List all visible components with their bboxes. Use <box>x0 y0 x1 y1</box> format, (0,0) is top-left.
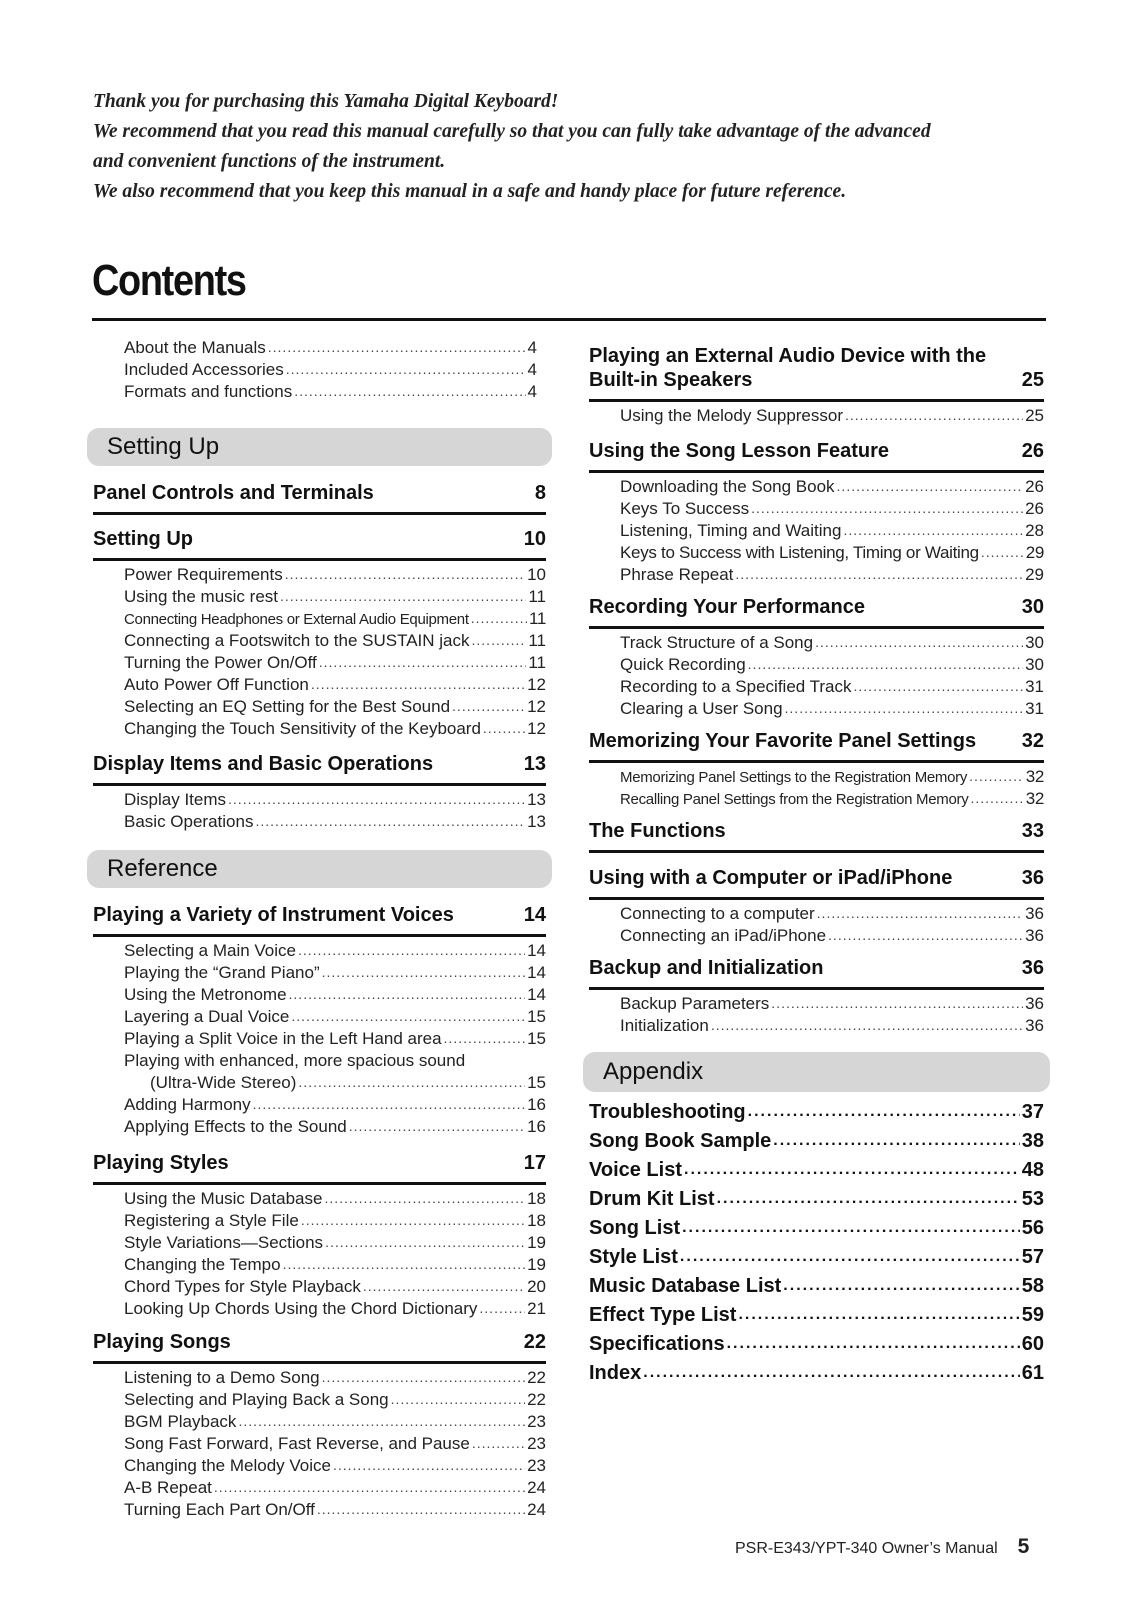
toc-entry[interactable]: Listening, Timing and Waiting ..... 28 <box>620 520 1044 542</box>
toc-entry[interactable]: Recalling Panel Settings from the Registration Memory ..... 32 <box>620 788 1044 811</box>
chapter-backup[interactable]: Backup and Initialization 36 <box>589 956 1044 990</box>
toc-entry[interactable]: Connecting an iPad/iPhone ..... 36 <box>620 925 1044 947</box>
toc-entry[interactable]: Initialization ..... 36 <box>620 1015 1044 1037</box>
chapter-voices[interactable]: Playing a Variety of Instrument Voices 14 <box>93 903 546 937</box>
toc-entry[interactable]: Layering a Dual Voice ..... 15 <box>124 1006 546 1028</box>
chapter-external-audio[interactable]: Playing an External Audio Device with the Built-in Speakers 25 <box>589 344 1044 402</box>
toc-entry[interactable]: Memorizing Panel Settings to the Registration Memory ..... 32 <box>620 766 1044 789</box>
toc-entry[interactable]: Changing the Melody Voice ..... 23 <box>124 1455 546 1477</box>
toc-entry[interactable]: Using the Melody Suppressor ..... 25 <box>620 405 1044 427</box>
toc-entry[interactable]: Recording to a Specified Track ..... 31 <box>620 676 1044 698</box>
appendix-song-list[interactable]: Song List ..... 56 <box>589 1215 1044 1243</box>
toc-entry[interactable]: Track Structure of a Song ..... 30 <box>620 632 1044 654</box>
toc-entry[interactable]: Downloading the Song Book ..... 26 <box>620 476 1044 498</box>
toc-entry[interactable]: Changing the Touch Sensitivity of the Keyboard ..... 12 <box>124 718 546 740</box>
toc-entry[interactable]: Registering a Style File ..... 18 <box>124 1210 546 1232</box>
appendix-song-book-sample[interactable]: Song Book Sample ..... 38 <box>589 1128 1044 1156</box>
toc-entry[interactable]: About the Manuals ..... 4 <box>124 337 537 359</box>
section-bar-setting-up: Setting Up <box>87 428 552 466</box>
toc-entry[interactable]: Song Fast Forward, Fast Reverse, and Pause ..... 23 <box>124 1433 546 1455</box>
chapter-panel-controls[interactable]: Panel Controls and Terminals 8 <box>93 481 546 515</box>
toc-entry[interactable]: Connecting a Footswitch to the SUSTAIN jack ..... 11 <box>124 630 546 652</box>
chapter-display-items[interactable]: Display Items and Basic Operations 13 <box>93 752 546 786</box>
toc-entry[interactable]: Listening to a Demo Song ..... 22 <box>124 1367 546 1389</box>
appendix-index[interactable]: Index ..... 61 <box>589 1360 1044 1388</box>
toc-entry[interactable]: Keys To Success ..... 26 <box>620 498 1044 520</box>
page-number: 5 <box>1017 1535 1030 1558</box>
toc-entry[interactable]: Chord Types for Style Playback ..... 20 <box>124 1276 546 1298</box>
intro-line-1: Thank you for purchasing this Yamaha Digital Keyboard! <box>93 91 559 112</box>
toc-entry[interactable]: Looking Up Chords Using the Chord Dictionary ..... 21 <box>124 1298 546 1320</box>
toc-entry[interactable]: Applying Effects to the Sound ..... 16 <box>124 1116 546 1138</box>
toc-entry[interactable]: Adding Harmony ..... 16 <box>124 1094 546 1116</box>
toc-entry[interactable]: Keys to Success with Listening, Timing or Waiting ..... 29 <box>620 542 1044 564</box>
toc-entry[interactable]: Using the Music Database ..... 18 <box>124 1188 546 1210</box>
toc-entry[interactable]: Turning Each Part On/Off ..... 24 <box>124 1499 546 1521</box>
section-bar-appendix: Appendix <box>583 1052 1050 1092</box>
toc-entry[interactable]: Included Accessories ..... 4 <box>124 359 537 381</box>
intro-line-4: We also recommend that you keep this manual in a safe and handy place for future reference. <box>93 181 847 202</box>
toc-entry[interactable]: Power Requirements ..... 10 <box>124 564 546 586</box>
toc-entry[interactable]: Backup Parameters ..... 36 <box>620 993 1044 1015</box>
toc-entry[interactable]: Display Items ..... 13 <box>124 789 546 811</box>
toc-entry[interactable]: Playing the “Grand Piano” ..... 14 <box>124 962 546 984</box>
toc-entry[interactable]: Turning the Power On/Off ..... 11 <box>124 652 546 674</box>
toc-entry[interactable]: Style Variations—Sections ..... 19 <box>124 1232 546 1254</box>
appendix-effect-type-list[interactable]: Effect Type List ..... 59 <box>589 1302 1044 1330</box>
intro-line-3: and convenient functions of the instrument. <box>93 151 446 172</box>
toc-entry[interactable]: Formats and functions ..... 4 <box>124 381 537 403</box>
title-rule <box>92 318 1046 321</box>
chapter-memorizing[interactable]: Memorizing Your Favorite Panel Settings 32 <box>589 729 1044 763</box>
page-title: Contents <box>92 256 246 305</box>
toc-entry[interactable]: Quick Recording ..... 30 <box>620 654 1044 676</box>
toc-entry[interactable]: A-B Repeat ..... 24 <box>124 1477 546 1499</box>
toc-entry[interactable]: Connecting to a computer ..... 36 <box>620 903 1044 925</box>
appendix-voice-list[interactable]: Voice List ..... 48 <box>589 1157 1044 1185</box>
appendix-music-database-list[interactable]: Music Database List ..... 58 <box>589 1273 1044 1301</box>
toc-entry[interactable]: Auto Power Off Function ..... 12 <box>124 674 546 696</box>
appendix-drum-kit-list[interactable]: Drum Kit List ..... 53 <box>589 1186 1044 1214</box>
intro-text <box>93 87 1053 207</box>
page-footer <box>735 1535 1029 1559</box>
chapter-song-lesson[interactable]: Using the Song Lesson Feature 26 <box>589 439 1044 473</box>
toc-entry[interactable]: Selecting an EQ Setting for the Best Sound ..... 12 <box>124 696 546 718</box>
toc-entry[interactable]: Phrase Repeat ..... 29 <box>620 564 1044 586</box>
toc-entry[interactable]: Selecting a Main Voice ..... 14 <box>124 940 546 962</box>
toc-entry[interactable]: Selecting and Playing Back a Song ..... 22 <box>124 1389 546 1411</box>
appendix-specifications[interactable]: Specifications ..... 60 <box>589 1331 1044 1359</box>
chapter-setting-up[interactable]: Setting Up 10 <box>93 527 546 561</box>
intro-line-2: We recommend that you read this manual carefully so that you can fully take advantage of the advanced <box>93 121 931 142</box>
toc-entry[interactable]: Using the Metronome ..... 14 <box>124 984 546 1006</box>
toc-entry[interactable]: Playing a Split Voice in the Left Hand area ..... 15 <box>124 1028 546 1050</box>
chapter-computer[interactable]: Using with a Computer or iPad/iPhone 36 <box>589 866 1044 900</box>
toc-entry[interactable]: Connecting Headphones or External Audio Equipment ..... 11 <box>124 608 546 631</box>
manual-name: PSR-E343/YPT-340 Owner’s Manual <box>735 1540 998 1557</box>
toc-entry[interactable]: Clearing a User Song ..... 31 <box>620 698 1044 720</box>
appendix-troubleshooting[interactable]: Troubleshooting ..... 37 <box>589 1099 1044 1127</box>
toc-entry[interactable]: Using the music rest ..... 11 <box>124 586 546 608</box>
chapter-songs[interactable]: Playing Songs 22 <box>93 1330 546 1364</box>
toc-entry[interactable]: Changing the Tempo ..... 19 <box>124 1254 546 1276</box>
toc-entry[interactable]: Playing with enhanced, more spacious sound <box>124 1051 466 1070</box>
toc-entry[interactable]: BGM Playback ..... 23 <box>124 1411 546 1433</box>
section-bar-reference: Reference <box>87 850 552 888</box>
appendix-style-list[interactable]: Style List ..... 57 <box>589 1244 1044 1272</box>
chapter-functions[interactable]: The Functions 33 <box>589 819 1044 853</box>
chapter-recording[interactable]: Recording Your Performance 30 <box>589 595 1044 629</box>
toc-entry[interactable]: (Ultra-Wide Stereo) ..... 15 <box>150 1072 546 1094</box>
toc-entry[interactable]: Basic Operations ..... 13 <box>124 811 546 833</box>
chapter-styles[interactable]: Playing Styles 17 <box>93 1151 546 1185</box>
